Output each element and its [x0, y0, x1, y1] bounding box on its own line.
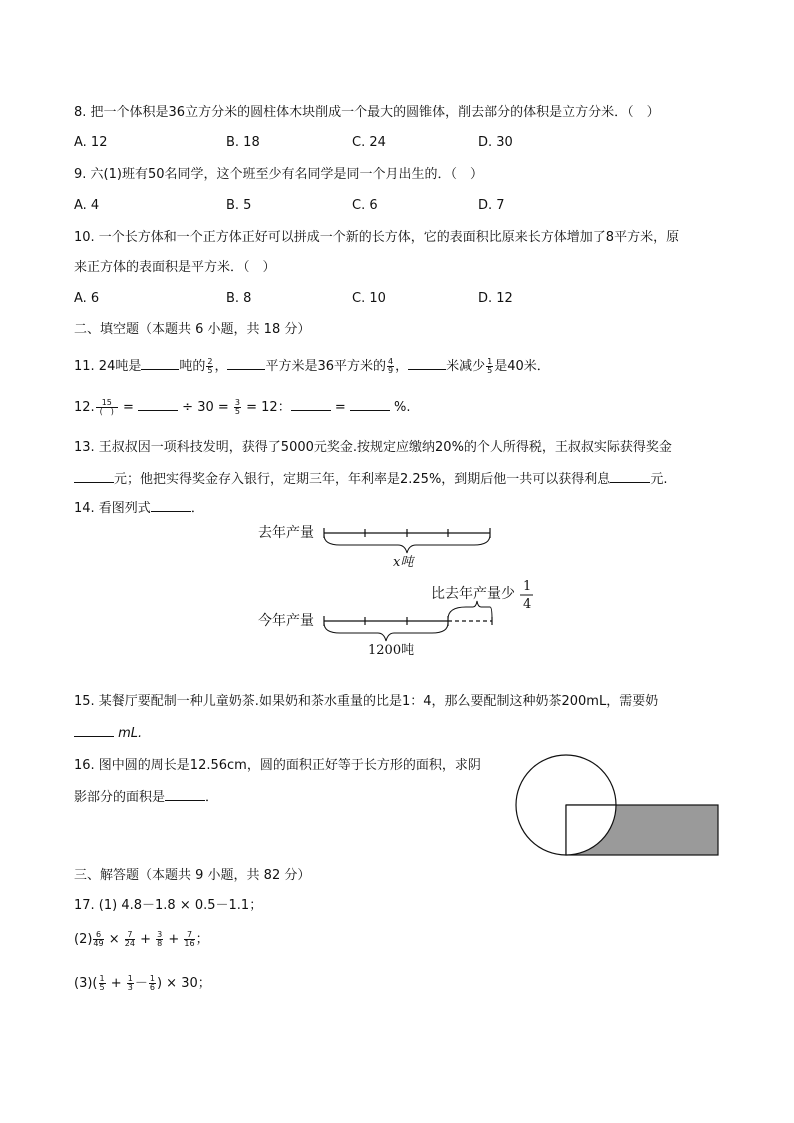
q9-option-a[interactable]: A. 4	[74, 198, 100, 213]
q8-option-a[interactable]: A. 12	[74, 135, 108, 150]
section-2-heading: 二、填空题（本题共 6 小题，共 18 分）	[74, 322, 311, 337]
question-14	[74, 499, 204, 518]
q11-fraction-1: $\frac{2}{5}$	[207, 357, 213, 375]
q15-blank[interactable]	[74, 724, 114, 737]
question-9: 9. 六(1)班有50名同学，这个班至少有名同学是同一个月出生的．（ ）	[74, 167, 483, 182]
question-16-line2	[74, 788, 218, 807]
q17-2-frac-2: $\frac{7}{24}$	[124, 930, 135, 948]
question-17-part1: 17. (1) 4.8－1.8 × 0.5－1.1；	[74, 898, 263, 913]
q17-2-prefix: (2)	[74, 932, 93, 947]
question-15-line2	[74, 724, 142, 743]
frac-den: 4	[523, 597, 532, 612]
q10-option-d[interactable]: D. 12	[478, 291, 513, 306]
q17-3-op-1: +	[106, 976, 126, 991]
q11-text-2: 吨的	[179, 359, 206, 374]
question-11	[74, 357, 550, 376]
q10-option-c[interactable]: C. 10	[352, 291, 386, 306]
question-10-line1: 10. 一个长方体和一个正方体正好可以拼成一个新的长方体，它的表面积比原来长方体增加了8平方米，原	[74, 230, 680, 245]
label-1200: 1200吨	[368, 643, 415, 658]
q11-blank-1[interactable]	[141, 357, 179, 370]
q12-fraction-1: $\frac{15}{( )}$	[96, 399, 118, 416]
brace-last-year	[324, 535, 490, 553]
q12-text-5: =	[330, 400, 350, 415]
q15-unit: mL.	[118, 726, 143, 741]
q12-text-6: %.	[389, 400, 411, 415]
q12-text-3: ÷ 30 =	[178, 400, 233, 415]
q11-fraction-2: $\frac{4}{9}$	[388, 357, 394, 375]
q12-fraction-2: $\frac{3}{5}$	[234, 398, 240, 416]
q17-2-frac-1: $\frac{6}{49}$	[93, 930, 104, 948]
q11-text-1: 11. 24吨是	[74, 359, 142, 374]
q12-blank-2[interactable]	[291, 398, 331, 411]
q9-option-d[interactable]: D. 7	[478, 198, 505, 213]
q14-text-end: ．	[190, 501, 204, 516]
q17-3-prefix: (3)(	[74, 976, 98, 991]
q16-text: 影部分的面积是	[74, 790, 166, 805]
question-8: 8. 把一个体积是36立方分米的圆柱体木块削成一个最大的圆锥体，削去部分的体积是立方分米．（ ）	[74, 105, 660, 120]
frac-num: 1	[523, 579, 532, 594]
q9-option-b[interactable]: B. 5	[226, 198, 252, 213]
q13-blank-1[interactable]	[74, 470, 114, 483]
q17-3-end: ) × 30；	[156, 976, 211, 991]
q17-3-op-2: －	[134, 976, 148, 991]
q12-text-4: = 12：	[242, 400, 291, 415]
q14-blank[interactable]	[151, 499, 191, 512]
q10-option-b[interactable]: B. 8	[226, 291, 252, 306]
q11-text-5: ，	[395, 359, 409, 374]
brace-1200	[324, 623, 448, 641]
q17-2-op-1: ×	[104, 932, 124, 947]
q11-text-3: ，	[214, 359, 228, 374]
circle-rectangle-figure	[512, 752, 724, 860]
q17-3-frac-2: $\frac{1}{3}$	[127, 974, 133, 992]
label-x-tons: x吨	[393, 555, 414, 570]
question-15-line1: 15. 某餐厅要配制一种儿童奶茶.如果奶和茶水重量的比是1：4，那么要配制这种奶茶200mL，需要奶	[74, 694, 659, 709]
q17-3-frac-3: $\frac{1}{6}$	[149, 974, 155, 992]
question-10-line2: 来正方体的表面积是平方米．（ ）	[74, 260, 276, 275]
q12-text-1: 12.	[74, 400, 95, 415]
question-17-part2	[74, 931, 209, 949]
q14-text: 14. 看图列式	[74, 501, 151, 516]
q12-blank-1[interactable]	[138, 398, 178, 411]
q8-option-b[interactable]: B. 18	[226, 135, 260, 150]
section-3-heading: 三、解答题（本题共 9 小题，共 82 分）	[74, 868, 311, 883]
question-16-line1: 16. 图中圆的周长是12.56cm，圆的面积正好等于长方形的面积，求阴	[74, 758, 481, 773]
q17-3-frac-1: $\frac{1}{5}$	[99, 974, 105, 992]
q9-option-c[interactable]: C. 6	[352, 198, 378, 213]
q13-text-b: 元.	[650, 472, 668, 487]
q16-text-end: ．	[205, 790, 219, 805]
q8-option-c[interactable]: C. 24	[352, 135, 386, 150]
q16-blank[interactable]	[165, 788, 205, 801]
q11-text-6: 米减少	[446, 359, 486, 374]
q17-2-frac-4: $\frac{7}{16}$	[184, 930, 195, 948]
q12-blank-3[interactable]	[350, 398, 390, 411]
q11-text-7: 是40米．	[494, 359, 550, 374]
question-13-line1: 13. 王叔叔因一项科技发明，获得了5000元奖金.按规定应缴纳20%的个人所得税，王叔叔实际获得奖金	[74, 440, 672, 455]
label-this-year: 今年产量	[258, 613, 314, 629]
question-13-line2	[74, 470, 667, 489]
q8-option-d[interactable]: D. 30	[478, 135, 513, 150]
q17-2-end: ；	[195, 932, 209, 947]
label-last-year: 去年产量	[258, 525, 314, 541]
q10-option-a[interactable]: A. 6	[74, 291, 100, 306]
q12-text-2: =	[118, 400, 139, 415]
q17-2-op-2: +	[135, 932, 156, 947]
brace-less	[448, 601, 492, 619]
label-less: 比去年产量少	[431, 586, 515, 602]
question-17-part3	[74, 975, 211, 993]
q17-2-frac-3: $\frac{3}{8}$	[157, 930, 163, 948]
q13-blank-2[interactable]	[610, 470, 650, 483]
q17-2-op-3: +	[164, 932, 184, 947]
line-segment-diagram	[250, 515, 550, 665]
q11-text-4: 平方米是36平方米的	[265, 359, 387, 374]
q11-fraction-3: $\frac{1}{5}$	[487, 357, 493, 375]
q11-blank-3[interactable]	[408, 357, 446, 370]
q13-text-a: 元；他把实得奖金存入银行，定期三年，年利率是2.25%，到期后他一共可以获得利息	[114, 472, 611, 487]
q11-blank-2[interactable]	[227, 357, 265, 370]
question-12	[74, 398, 411, 417]
